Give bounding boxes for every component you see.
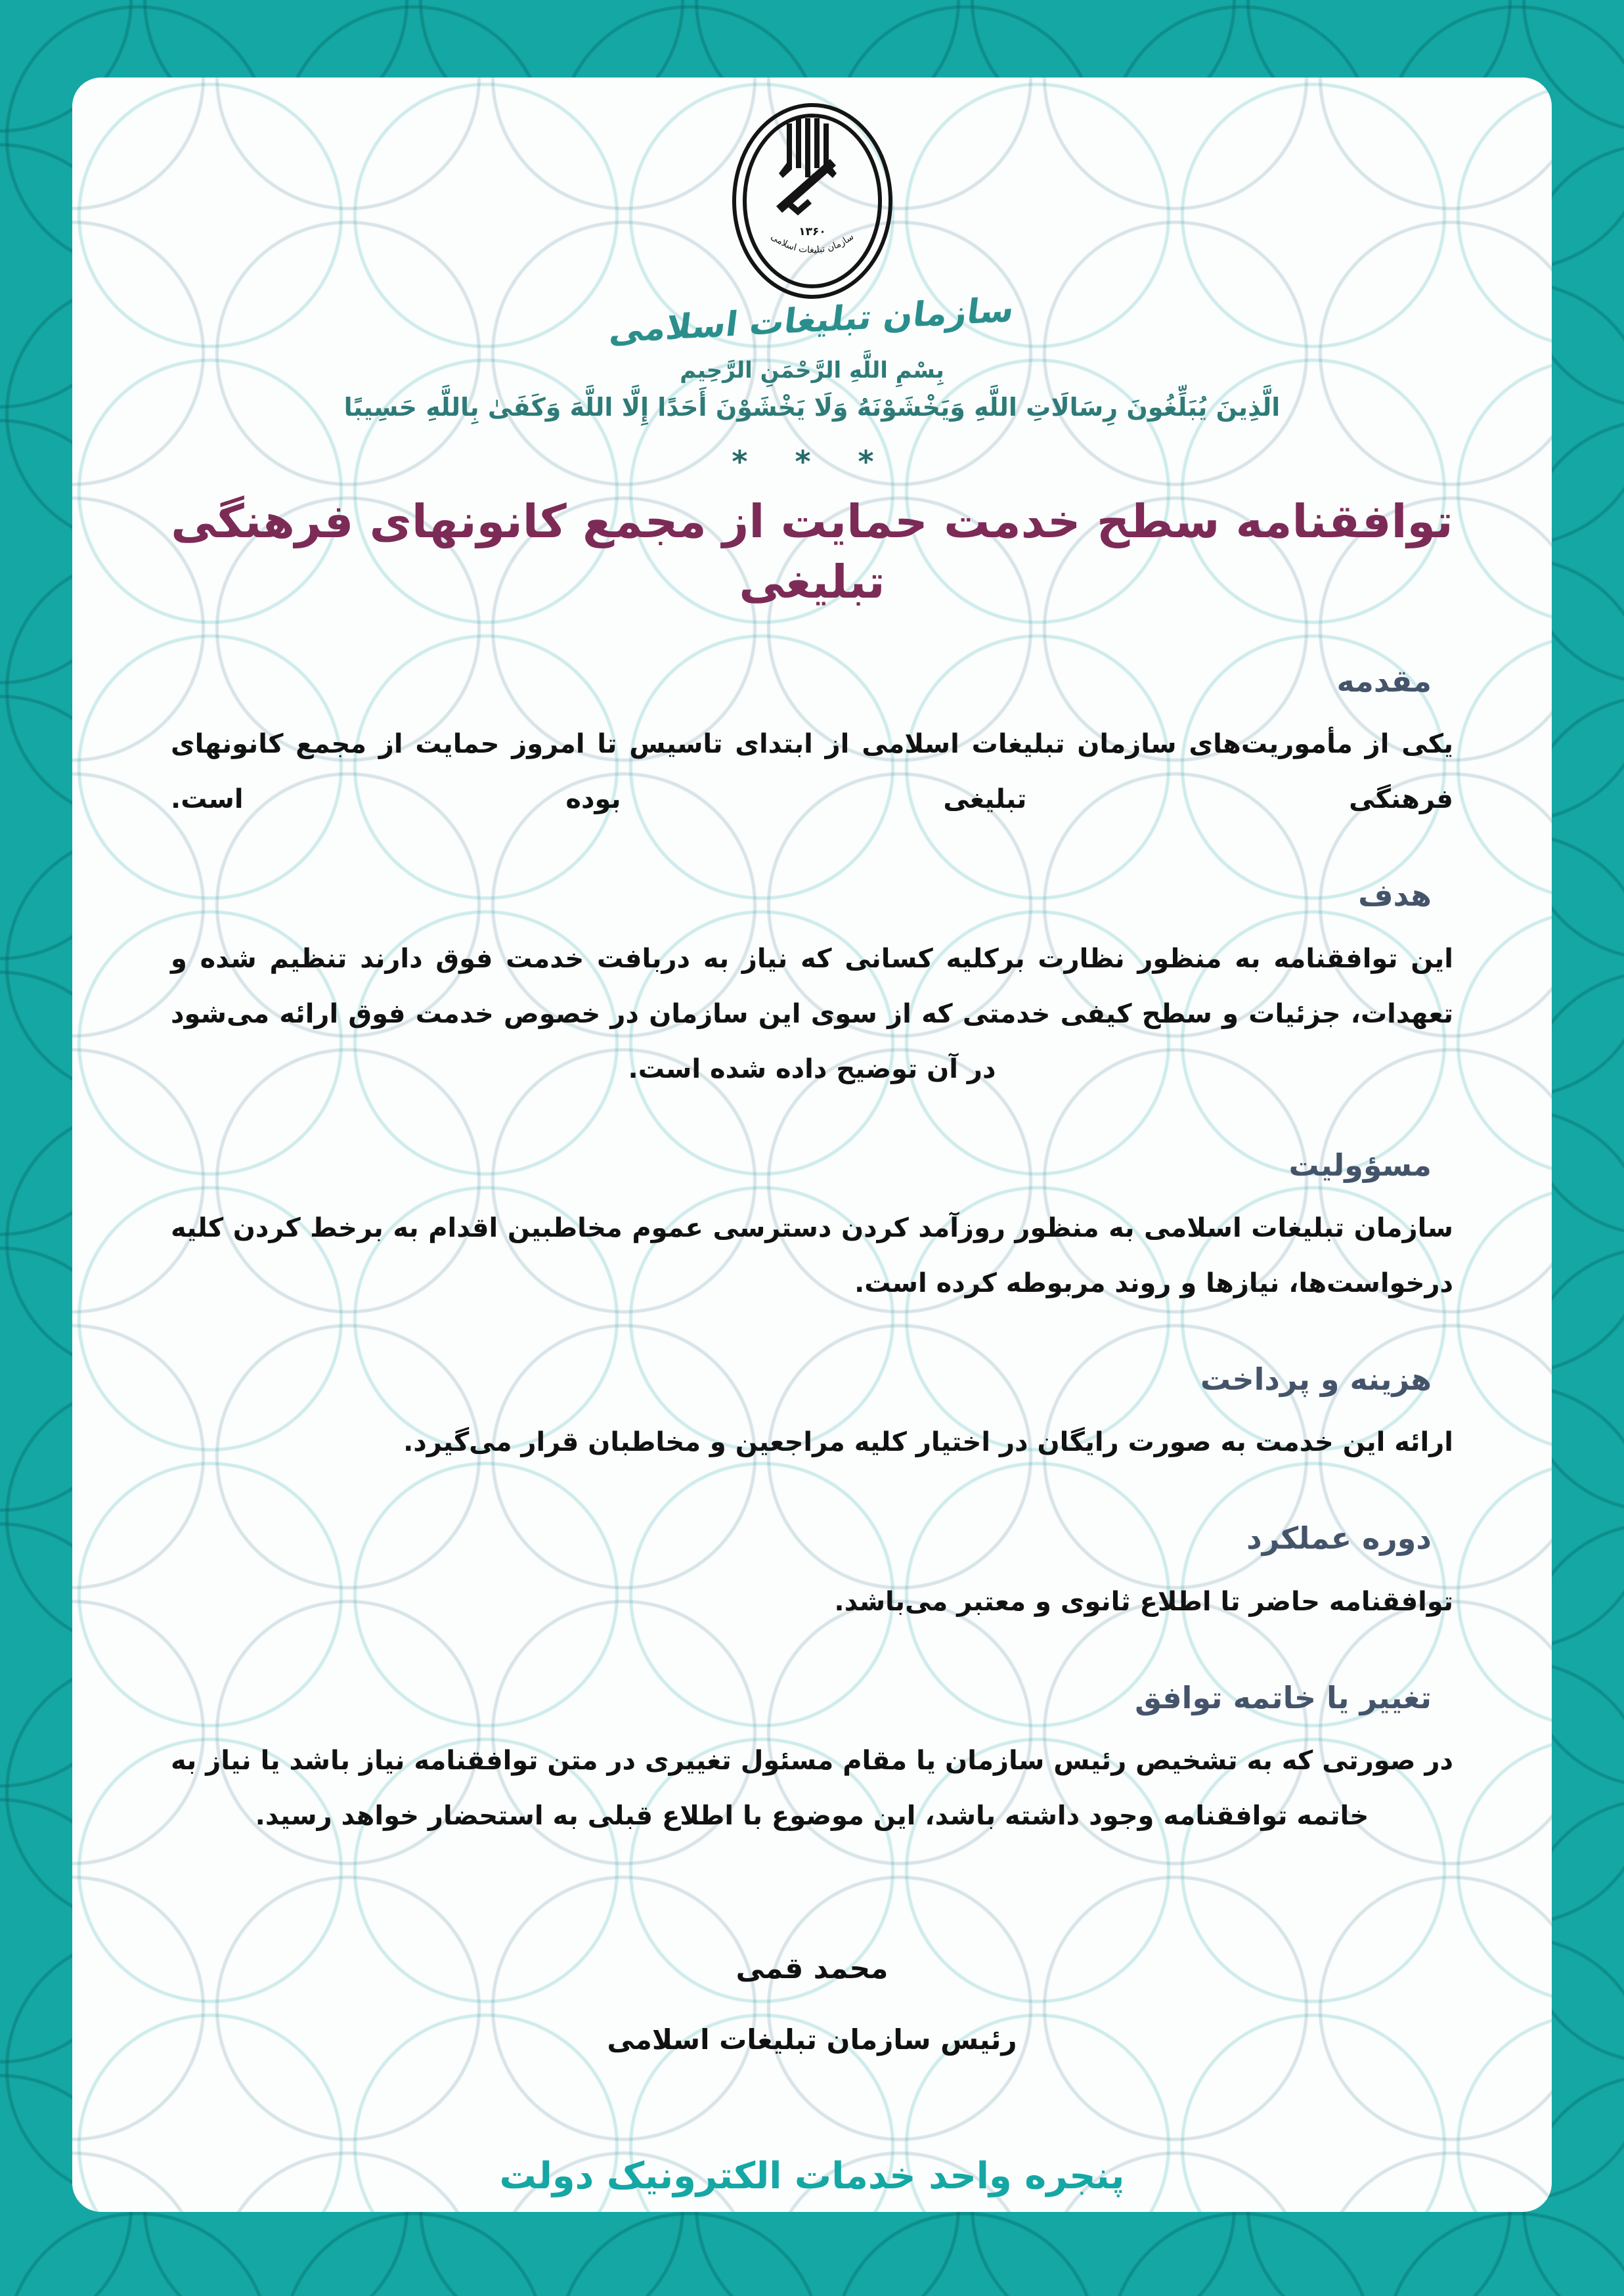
section-cost-payment <box>171 1358 1453 1470</box>
section-responsibility <box>171 1144 1453 1311</box>
section-introduction-heading: مقدمه <box>1336 663 1432 699</box>
section-change-termination <box>171 1677 1453 1843</box>
org-calligraphy-signature: سازمان تبلیغات اسلامی <box>607 290 1017 351</box>
logo-caption: سازمان تبلیغات اسلامی <box>768 231 856 255</box>
bismillah-text: بِسْمِ اللَّهِ الرَّحْمَنِ الرَّحِيم <box>680 357 944 384</box>
section-cost-payment-heading: هزینه و پرداخت <box>1200 1361 1432 1397</box>
signature-role: رئیس سازمان تبلیغات اسلامی <box>607 2023 1017 2056</box>
section-cost-payment-body: ارائه این خدمت به صورت رایگان در اختیار کلیه مراجعین و مخاطبان قرار می‌گیرد. <box>403 1427 1453 1458</box>
section-change-termination-heading: تغییر یا خاتمه توافق <box>1135 1679 1432 1715</box>
logo-year: ۱۳۶۰ <box>798 225 826 238</box>
section-goal-heading: هدف <box>1358 877 1432 914</box>
section-performance-period-heading: دوره عملکرد <box>1246 1520 1432 1556</box>
signature-name: محمد قمی <box>735 1952 889 1986</box>
section-goal-body: این توافقنامه به منظور نظارت برکلیه کسانی که نیاز به دربافت خدمت فوق دارند تنظیم شده و تعهدات، جزئیات و سطح کیفی خدمتی که از سوی این سازمان در خصوص خدمت فوق ارائه می‌شود در آن توضیح داده شده است. <box>171 943 1453 1084</box>
document-card <box>72 77 1552 2212</box>
section-responsibility-body: سازمان تبلیغات اسلامی به منظور روزآمد کردن دسترسی عموم مخاطبین اقدام به برخط کردن کلیه درخواست‌ها، نیازها و روند مربوطه کرده است. <box>171 1212 1453 1298</box>
section-change-termination-body: در صورتی که به تشخیص رئیس سازمان یا مقام مسئول تغییری در متن توافقنامه نیاز باشد یا نیاز به خاتمه توافقنامه وجود داشته باشد، این موضوع با اطلاع قبلی به استحضار خواهد رسید. <box>171 1746 1453 1832</box>
section-goal <box>171 874 1453 1096</box>
section-performance-period-body: توافقنامه حاضر تا اطلاع ثانوی و معتبر می‌باشد. <box>834 1586 1453 1617</box>
quran-verse: الَّذِينَ يُبَلِّغُونَ رِسَالَاتِ اللَّهِ وَيَخْشَوْنَهُ وَلَا يَخْشَوْنَ أَحَدًا إِلَّا اللَّهَ وَكَفَىٰ بِاللَّهِ حَسِيبًا <box>343 393 1281 422</box>
org-logo <box>730 102 895 299</box>
document-title: توافقنامه سطح خدمت حمایت از مجمع کانونهای فرهنگی تبلیغی <box>171 495 1453 609</box>
section-separator: * * * <box>732 444 892 479</box>
section-performance-period <box>171 1517 1453 1629</box>
section-introduction-body: یکی از مأموریت‌های سازمان تبلیغات اسلامی از ابتدای تاسیس تا امروز حمایت از مجمع کانونهای فرهنگی تبلیغی بوده است. <box>171 729 1453 815</box>
logo-emblem-icon <box>734 105 890 297</box>
section-introduction <box>171 660 1453 827</box>
signature-block <box>171 1952 1453 2056</box>
footer-title: پنجره واحد خدمات الکترونیک دولت <box>499 2155 1125 2197</box>
section-responsibility-heading: مسؤولیت <box>1288 1147 1432 1183</box>
